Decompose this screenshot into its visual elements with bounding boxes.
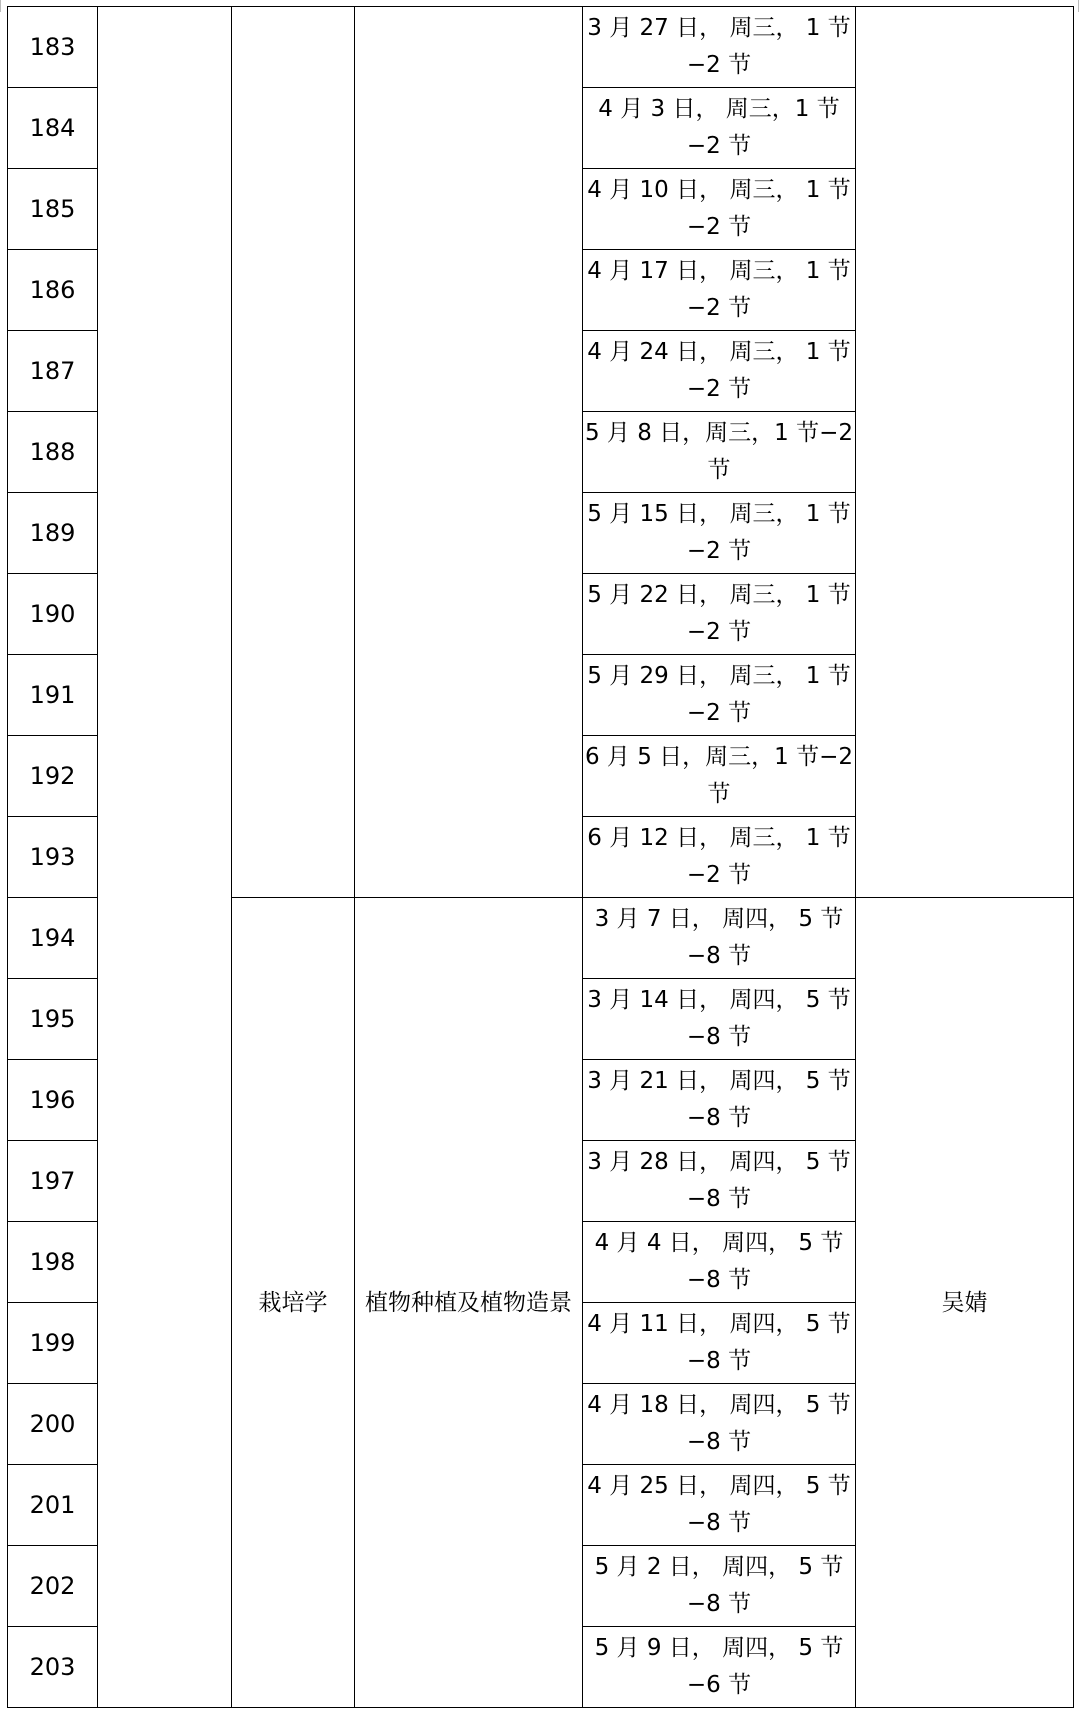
- row-number: 194: [8, 898, 98, 979]
- date-cell: 3 月 28 日， 周四， 5 节 −8 节: [583, 1141, 856, 1222]
- schedule-table: [7, 6, 1074, 1708]
- row-number: 189: [8, 493, 98, 574]
- date-cell: 3 月 7 日， 周四， 5 节 −8 节: [583, 898, 856, 979]
- row-number: 192: [8, 736, 98, 817]
- row-number: 203: [8, 1627, 98, 1708]
- date-cell: 4 月 3 日， 周三，1 节−2 节: [583, 88, 856, 169]
- course-cell: [232, 7, 355, 898]
- row-number: 191: [8, 655, 98, 736]
- row-number: 199: [8, 1303, 98, 1384]
- date-cell: 4 月 18 日， 周四， 5 节 −8 节: [583, 1384, 856, 1465]
- date-cell: 3 月 14 日， 周四， 5 节 −8 节: [583, 979, 856, 1060]
- row-number: 200: [8, 1384, 98, 1465]
- row-number: 195: [8, 979, 98, 1060]
- row-number: 187: [8, 331, 98, 412]
- date-cell: 4 月 17 日， 周三， 1 节 −2 节: [583, 250, 856, 331]
- date-cell: 5 月 2 日， 周四， 5 节 −8 节: [583, 1546, 856, 1627]
- teacher-cell: [856, 7, 1074, 898]
- date-cell: 5 月 15 日， 周三， 1 节 −2 节: [583, 493, 856, 574]
- row-number: 193: [8, 817, 98, 898]
- date-cell: 5 月 9 日， 周四， 5 节 −6 节: [583, 1627, 856, 1708]
- date-cell: 4 月 10 日， 周三， 1 节 −2 节: [583, 169, 856, 250]
- date-cell: 6 月 5 日，周三，1 节−2 节: [583, 736, 856, 817]
- content-cell: [355, 7, 583, 898]
- date-cell: 5 月 8 日，周三，1 节−2 节: [583, 412, 856, 493]
- row-number: 186: [8, 250, 98, 331]
- row-number: 185: [8, 169, 98, 250]
- row-number: 184: [8, 88, 98, 169]
- course-content: 植物种植及植物造景: [355, 898, 583, 1708]
- date-cell: 3 月 27 日， 周三， 1 节 −2 节: [583, 7, 856, 88]
- row-number: 188: [8, 412, 98, 493]
- row-number: 201: [8, 1465, 98, 1546]
- date-cell: 4 月 24 日， 周三， 1 节 −2 节: [583, 331, 856, 412]
- date-cell: 5 月 29 日， 周三， 1 节 −2 节: [583, 655, 856, 736]
- date-cell: 3 月 21 日， 周四， 5 节 −8 节: [583, 1060, 856, 1141]
- course-name: 栽培学: [232, 898, 355, 1708]
- row-number: 202: [8, 1546, 98, 1627]
- date-cell: 4 月 11 日， 周四， 5 节 −8 节: [583, 1303, 856, 1384]
- date-cell: 4 月 25 日， 周四， 5 节 −8 节: [583, 1465, 856, 1546]
- date-cell: 5 月 22 日， 周三， 1 节 −2 节: [583, 574, 856, 655]
- date-cell: 6 月 12 日， 周三， 1 节 −2 节: [583, 817, 856, 898]
- teacher-name: 吴婧: [856, 898, 1074, 1708]
- category-cell: [98, 7, 232, 1708]
- table-row: [8, 7, 1074, 88]
- row-number: 197: [8, 1141, 98, 1222]
- row-number: 196: [8, 1060, 98, 1141]
- schedule-body: [8, 7, 1074, 1708]
- date-cell: 4 月 4 日， 周四， 5 节 −8 节: [583, 1222, 856, 1303]
- row-number: 183: [8, 7, 98, 88]
- row-number: 190: [8, 574, 98, 655]
- row-number: 198: [8, 1222, 98, 1303]
